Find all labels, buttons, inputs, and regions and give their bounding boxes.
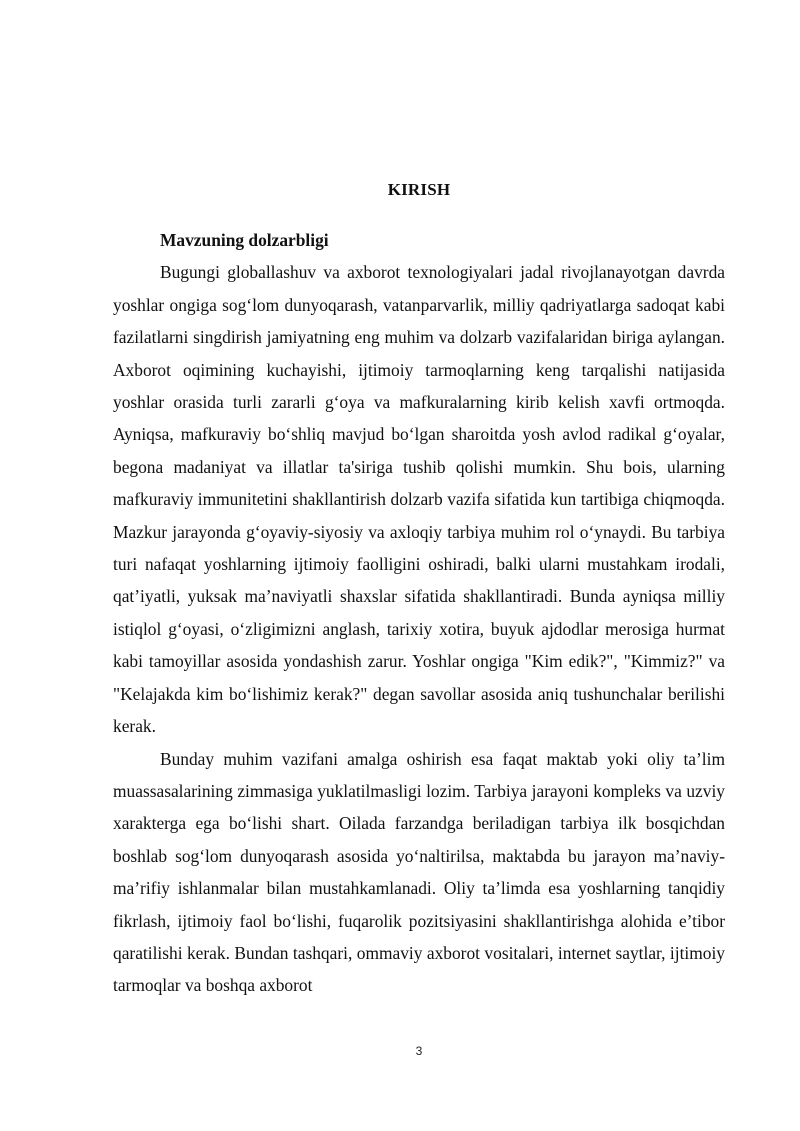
page-title: KIRISH xyxy=(387,180,451,199)
paragraph-1: Bugungi globallashuv va axborot texnologiyalari jadal rivojlanayotgan davrda yoshlar ongiga sog‘lom dunyoqarash, vatanparvarlik, milliy qadriyatlarga sadoqat kabi fazilatlarni singdirish jamiyatning eng muhim va dolzarb vazifalaridan biriga aylangan. Axborot oqimining kuchayishi, ijtimoiy tarmoqlarning keng tarqalishi natijasida yoshlar orasida turli zararli g‘oya va mafkuralarning kirib kelish xavfi ortmoqda. Ayniqsa, mafkuraviy bo‘shliq mavjud bo‘lgan sharoitda yosh avlod radikal g‘oyalar, begona madaniyat va illatlar ta'siriga tushib qolishi mumkin. Shu bois, ularning mafkuraviy immunitetini shakllantirish dolzarb vazifa sifatida kun tartibiga chiqmoqda. Mazkur jarayonda g‘oyaviy-siyosiy va axloqiy tarbiya muhim rol o‘ynaydi. Bu tarbiya turi nafaqat yoshlarning ijtimoiy faolligini oshiradi, balki ularni mustahkam irodali, qat’iyatli, yuksak ma’naviyatli shaxslar sifatida shakllantiradi. Bunda ayniqsa milliy istiqlol g‘oyasi, o‘zligimizni anglash, tarixiy xotira, buyuk ajdodlar merosiga hurmat kabi tamoyillar asosida yondashish zarur. Yoshlar ongiga "Kim edik?", "Kimmiz?" va "Kelajakda kim bo‘lishimiz kerak?" degan savollar asosida aniq tushunchalar berilishi kerak. xyxy=(113,262,725,737)
document-body xyxy=(113,224,725,1002)
paragraph-2: Bunday muhim vazifani amalga oshirish esa faqat maktab yoki oliy ta’lim muassasalarining zimmasiga yuklatilmasligi lozim. Tarbiya jarayoni kompleks va uzviy xarakterga ega bo‘lishi shart. Oilada farzandga beriladigan tarbiya ilk bosqichdan boshlab sog‘lom dunyoqarash asosida yo‘naltirilsa, maktabda bu jarayon ma’naviy-ma’rifiy ishlanmalar bilan mustahkamlanadi. Oliy ta’limda esa yoshlarning tanqidiy fikrlash, ijtimoiy faol bo‘lishi, fuqarolik pozitsiyasini shakllantirishga alohida e’tibor qaratilishi kerak. Bundan tashqari, ommaviy axborot vositalari, internet saytlar, ijtimoiy tarmoqlar va boshqa axborot xyxy=(113,748,725,996)
page-number: 3 xyxy=(415,1044,423,1058)
section-subtitle: Mavzuning dolzarbligi xyxy=(160,230,329,250)
